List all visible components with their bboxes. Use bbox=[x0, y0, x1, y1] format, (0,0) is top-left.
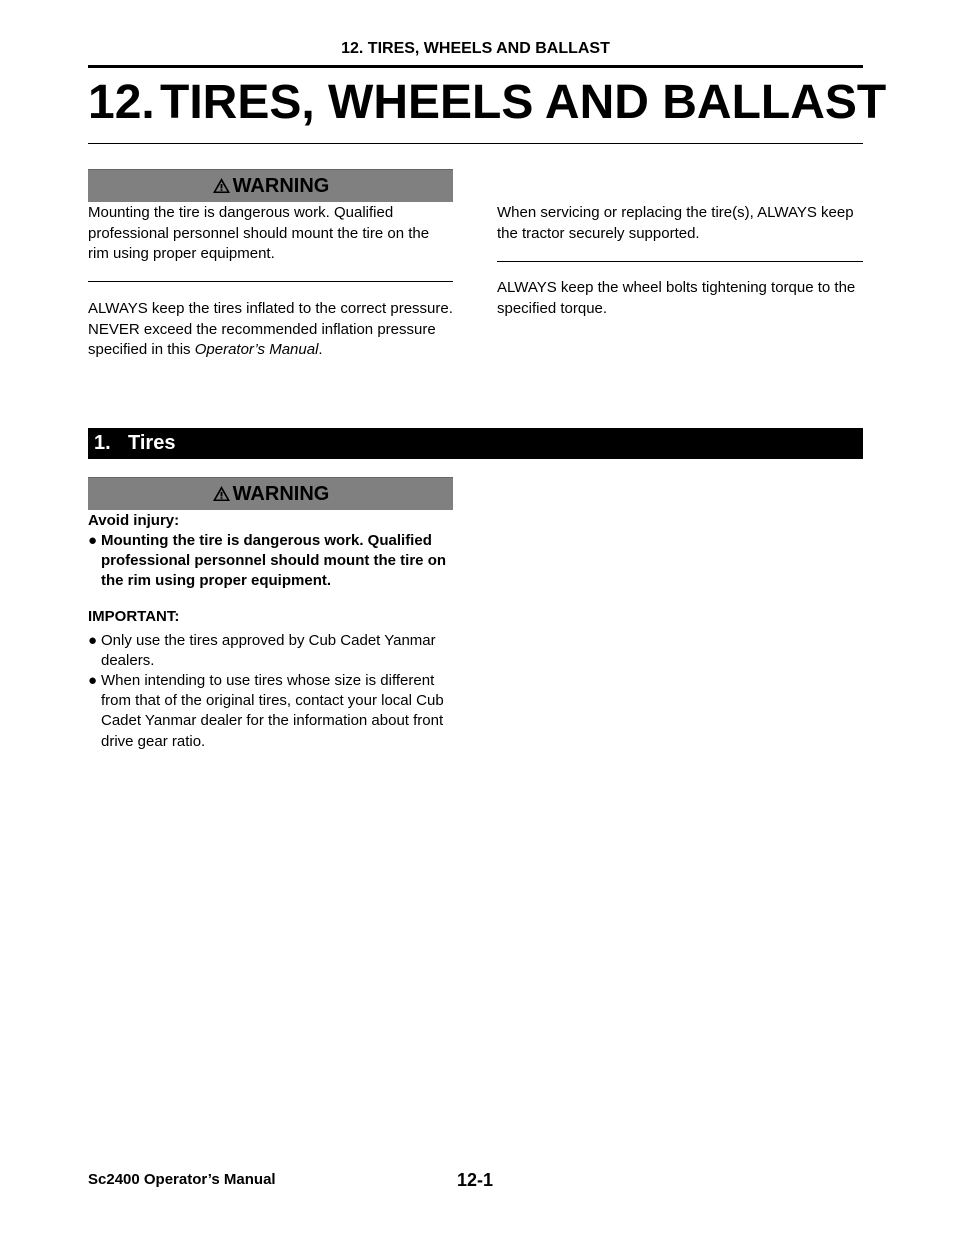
running-header: 12. TIRES, WHEELS AND BALLAST bbox=[341, 40, 610, 57]
chapter-title-text: TIRES, WHEELS AND BALLAST bbox=[160, 76, 887, 129]
warning1-right-para1: When servicing or replacing the tire(s), ALWAYS keep the tractor securely supported. bbox=[497, 204, 854, 242]
warning1-right-para2: ALWAYS keep the wheel bolts tightening torque to the specified torque. bbox=[497, 279, 856, 317]
bullet-icon: ● bbox=[88, 672, 98, 689]
title-rule bbox=[88, 143, 863, 144]
section-heading-tires bbox=[88, 428, 863, 459]
manual-title-italic: Operator’s Manual bbox=[194, 341, 319, 358]
header-rule bbox=[88, 65, 863, 68]
warning-label: WARNING bbox=[232, 175, 330, 197]
important-label: IMPORTANT: bbox=[88, 608, 180, 625]
chapter-number: 12. bbox=[88, 76, 155, 129]
bullet-icon: ● bbox=[88, 632, 98, 649]
warning-triangle-icon bbox=[212, 177, 231, 194]
warning-triangle-icon bbox=[212, 485, 231, 502]
footer-manual-name: Sc2400 Operator’s Manual bbox=[88, 1171, 276, 1188]
warning-label: WARNING bbox=[232, 483, 330, 505]
divider bbox=[497, 261, 863, 262]
section-title: Tires bbox=[128, 432, 176, 454]
list-item: ● When intending to use tires whose size is different from that of the original tires, contact your local Cub Cadet Yanmar dealer for the information about front drive gear ratio. bbox=[88, 672, 444, 750]
warning-banner-2 bbox=[88, 477, 453, 510]
list-item: ● Mounting the tire is dangerous work. Qualified professional personnel should mount the tire on the rim using proper equipment. bbox=[88, 532, 447, 590]
divider bbox=[88, 281, 453, 282]
footer-page-number: 12-1 bbox=[457, 1170, 494, 1190]
warning1-left-para1: Mounting the tire is dangerous work. Qualified professional personnel should mount the tire on the rim using proper equipment. bbox=[88, 204, 430, 262]
list-item: ● Only use the tires approved by Cub Cadet Yanmar dealers. bbox=[88, 632, 436, 670]
avoid-injury-label: Avoid injury: bbox=[88, 512, 180, 529]
section-number: 1. bbox=[94, 432, 111, 454]
bullet-icon: ● bbox=[88, 532, 98, 549]
warning1-left-para2: ALWAYS keep the tires inflated to the correct pressure. NEVER exceed the recommended inflation pressure specified in this Operator’s Manual. bbox=[88, 300, 453, 358]
warning-banner-1 bbox=[88, 169, 453, 202]
chapter-title bbox=[88, 74, 886, 132]
